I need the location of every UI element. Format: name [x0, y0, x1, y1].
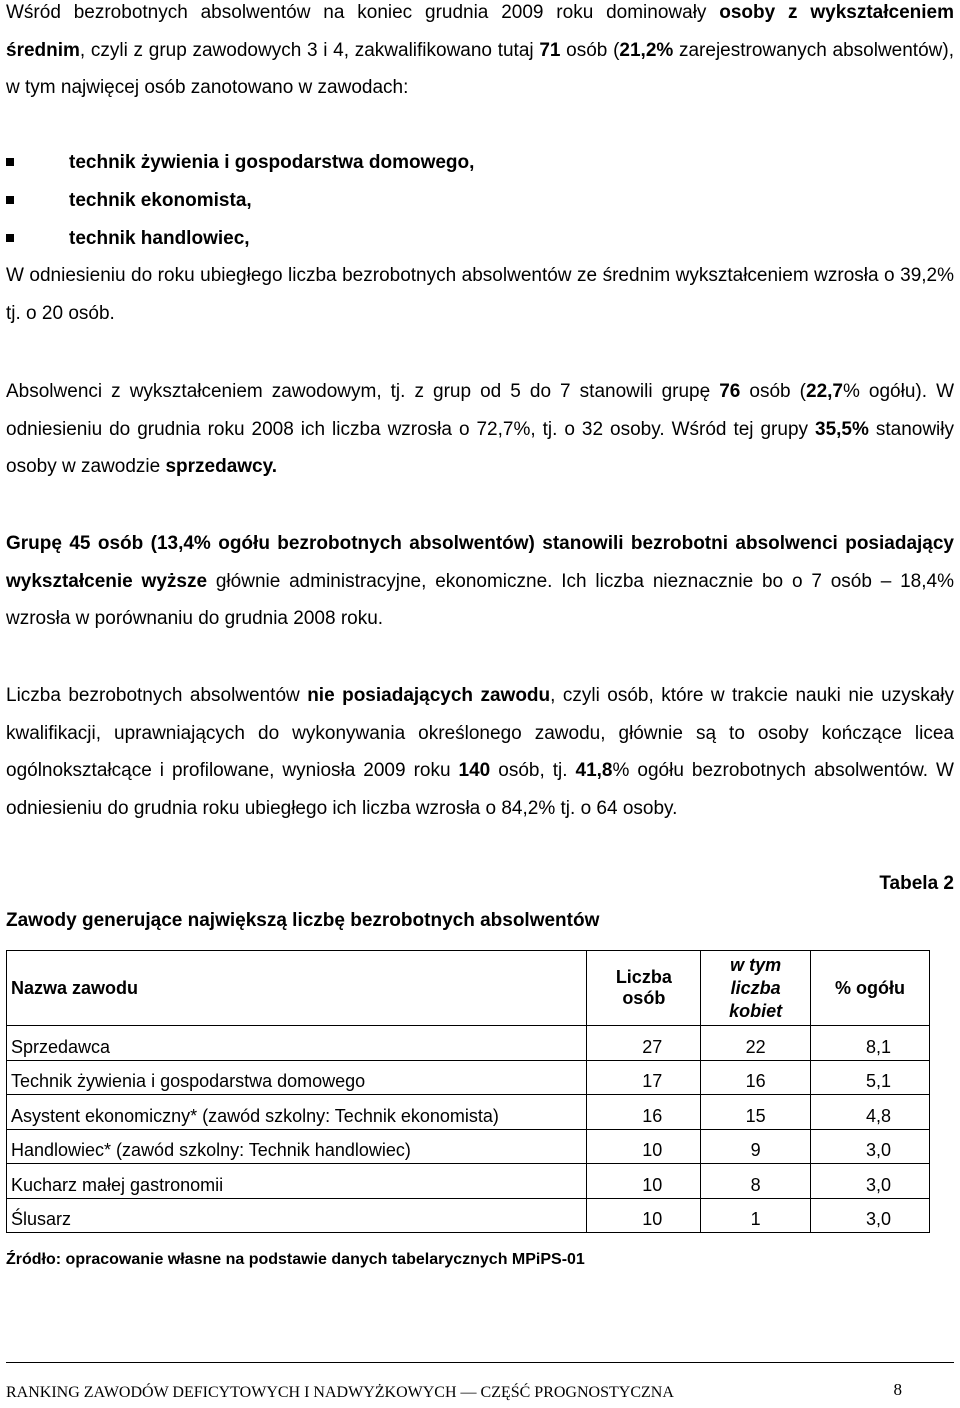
paragraph-no-profession: Liczba bezrobotnych absolwentów nie posiadających zawodu, czyli osób, które w trakcie nauki nie uzyskały kwalifikacji, uprawniających do wykonywania określonego zawodu, głównie są to osoby kończące licea ogólnokształcące i profilowane, wyniosła 2009 roku 140 osób, tj. 41,8% ogółu bezrobotnych absolwentów. W odniesieniu do grudnia roku ubiegłego ich liczba wzrosła o 84,2% tj. o 64 osoby.: [6, 685, 954, 819]
cell-count: 10: [587, 1198, 701, 1233]
cell-name: Ślusarz: [7, 1198, 587, 1233]
table-row: [7, 1026, 930, 1061]
cell-women: 22: [701, 1026, 811, 1061]
list-item: technik handlowiec,: [6, 220, 474, 258]
cell-name: Sprzedawca: [7, 1026, 587, 1061]
cell-women: 15: [701, 1095, 811, 1130]
cell-percent: 4,8: [811, 1095, 930, 1130]
list-item: technik ekonomista,: [6, 182, 474, 220]
cell-count: 17: [587, 1060, 701, 1095]
cell-name: Technik żywienia i gospodarstwa domowego: [7, 1060, 587, 1095]
cell-count: 10: [587, 1129, 701, 1164]
cell-percent: 3,0: [811, 1129, 930, 1164]
cell-count: 16: [587, 1095, 701, 1130]
cell-count: 27: [587, 1026, 701, 1061]
page-number: 8: [893, 1380, 902, 1399]
table-header-row: [7, 951, 930, 1026]
cell-name: Kucharz małej gastronomii: [7, 1164, 587, 1199]
cell-percent: 3,0: [811, 1198, 930, 1233]
table-row: [7, 1129, 930, 1164]
cell-women: 1: [701, 1198, 811, 1233]
footer-title: RANKING ZAWODÓW DEFICYTOWYCH I NADWYŻKOWYCH — CZĘŚĆ PROGNOSTYCZNA: [6, 1384, 674, 1401]
table-number-label: Tabela 2: [879, 873, 954, 894]
cell-count: 10: [587, 1164, 701, 1199]
table-row: [7, 1198, 930, 1233]
cell-percent: 3,0: [811, 1164, 930, 1199]
table-row: [7, 1060, 930, 1095]
cell-name: Handlowiec* (zawód szkolny: Technik handlowiec): [7, 1129, 587, 1164]
cell-women: 16: [701, 1060, 811, 1095]
paragraph-secondary-change: W odniesieniu do roku ubiegłego liczba bezrobotnych absolwentów ze średnim wykształceniem wzrosła o 39,2% tj. o 20 osób.: [6, 265, 954, 324]
footer-divider: [6, 1362, 954, 1363]
cell-name: Asystent ekonomiczny* (zawód szkolny: Technik ekonomista): [7, 1095, 587, 1130]
profession-bullet-list: [6, 144, 474, 258]
paragraph-secondary-education: Wśród bezrobotnych absolwentów na koniec grudnia 2009 roku dominowały osoby z wykształceniem średnim, czyli z grup zawodowych 3 i 4, zakwalifikowano tutaj 71 osób (21,2% zarejestrowanych absolwentów), w tym najwięcej osób zanotowano w zawodach:: [6, 2, 954, 98]
table-row: [7, 1164, 930, 1199]
paragraph-higher-education: Grupę 45 osób (13,4% ogółu bezrobotnych absolwentów) stanowili bezrobotni absolwenci posiadający wykształcenie wyższe głównie administracyjne, ekonomiczne. Ich liczba nieznacznie bo o 7 osób – 18,4% wzrosła w porównaniu do grudnia 2008 roku.: [6, 533, 954, 629]
professions-table: [6, 950, 930, 1233]
paragraph-vocational-education: Absolwenci z wykształceniem zawodowym, tj. z grup od 5 do 7 stanowili grupę 76 osób (22,7% ogółu). W odniesieniu do grudnia roku 2008 ich liczba wzrosła o 72,7%, tj. o 32 osoby. Wśród tej grupy 35,5% stanowiły osoby w zawodzie sprzedawcy.: [6, 381, 954, 477]
header-name: Nazwa zawodu: [7, 951, 587, 1026]
cell-women: 8: [701, 1164, 811, 1199]
cell-women: 9: [701, 1129, 811, 1164]
list-item: technik żywienia i gospodarstwa domowego,: [6, 144, 474, 182]
table-row: [7, 1095, 930, 1130]
cell-percent: 5,1: [811, 1060, 930, 1095]
table-source-note: Źródło: opracowanie własne na podstawie danych tabelarycznych MPiPS-01: [6, 1251, 585, 1268]
header-percent: % ogółu: [811, 951, 930, 1026]
header-women: w tym liczba kobiet: [701, 951, 811, 1026]
table-title: Zawody generujące największą liczbę bezrobotnych absolwentów: [6, 910, 600, 931]
cell-percent: 8,1: [811, 1026, 930, 1061]
header-count: Liczba osób: [587, 951, 701, 1026]
